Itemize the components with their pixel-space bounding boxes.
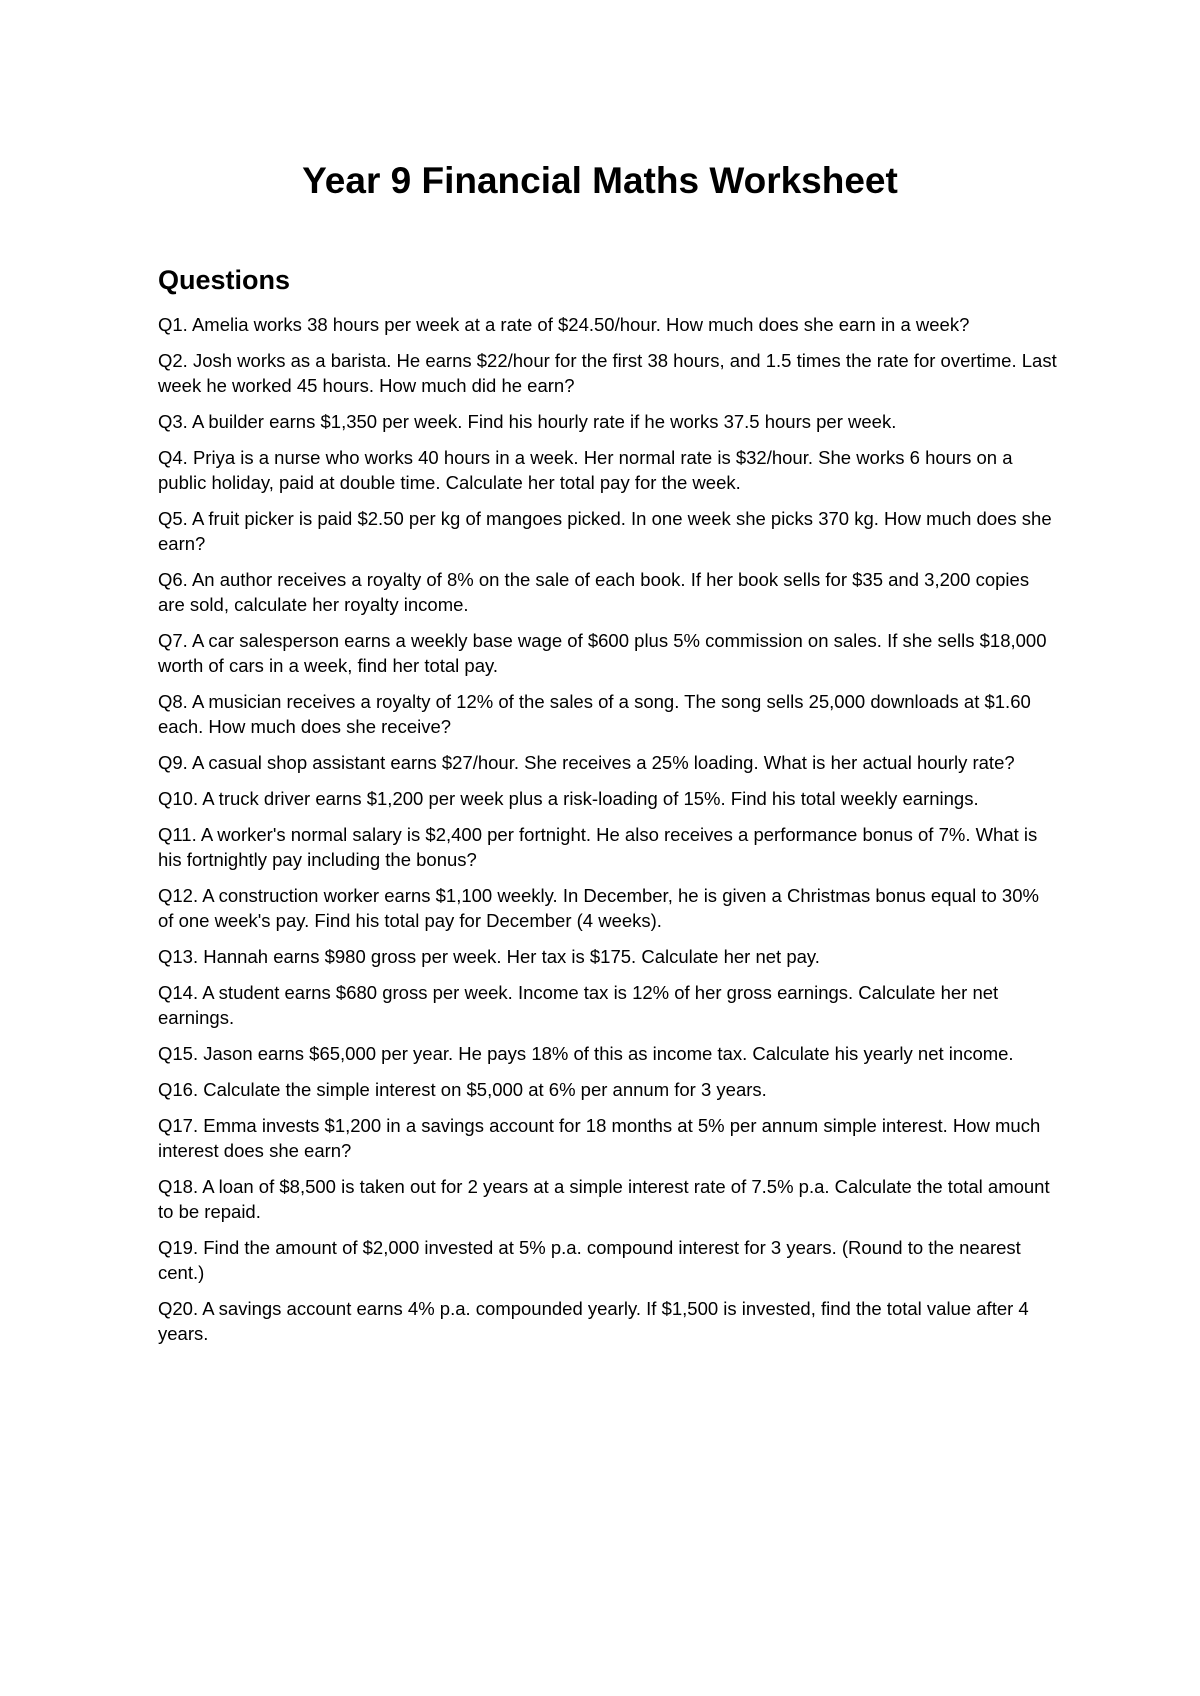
question-14: Q14. A student earns $680 gross per week. Income tax is 12% of her gross earnings. Calculate her net earnings. xyxy=(158,982,999,1028)
question-12: Q12. A construction worker earns $1,100 weekly. In December, he is given a Christmas bonus equal to 30% of one week's pay. Find his total pay for December (4 weeks). xyxy=(158,885,1039,931)
question-list xyxy=(158,312,1058,1357)
question-9: Q9. A casual shop assistant earns $27/hour. She receives a 25% loading. What is her actual hourly rate? xyxy=(158,752,1015,773)
question-11: Q11. A worker's normal salary is $2,400 per fortnight. He also receives a performance bonus of 7%. What is his fortnightly pay including the bonus? xyxy=(158,824,1038,870)
question-17: Q17. Emma invests $1,200 in a savings account for 18 months at 5% per annum simple interest. How much interest does she earn? xyxy=(158,1115,1041,1161)
question-6: Q6. An author receives a royalty of 8% on the sale of each book. If her book sells for $35 and 3,200 copies are sold, calculate her royalty income. xyxy=(158,569,1030,615)
question-13: Q13. Hannah earns $980 gross per week. Her tax is $175. Calculate her net pay. xyxy=(158,946,820,967)
question-16: Q16. Calculate the simple interest on $5,000 at 6% per annum for 3 years. xyxy=(158,1079,767,1100)
question-4: Q4. Priya is a nurse who works 40 hours in a week. Her normal rate is $32/hour. She works 6 hours on a public holiday, paid at double time. Calculate her total pay for the week. xyxy=(158,447,1013,493)
question-8: Q8. A musician receives a royalty of 12% of the sales of a song. The song sells 25,000 downloads at $1.60 each. How much does she receive? xyxy=(158,691,1031,737)
question-3: Q3. A builder earns $1,350 per week. Find his hourly rate if he works 37.5 hours per week. xyxy=(158,411,897,432)
section-heading: Questions xyxy=(158,265,291,295)
question-10: Q10. A truck driver earns $1,200 per week plus a risk-loading of 15%. Find his total weekly earnings. xyxy=(158,788,979,809)
question-7: Q7. A car salesperson earns a weekly base wage of $600 plus 5% commission on sales. If she sells $18,000 worth of cars in a week, find her total pay. xyxy=(158,630,1047,676)
question-2: Q2. Josh works as a barista. He earns $22/hour for the first 38 hours, and 1.5 times the rate for overtime. Last week he worked 45 hours. How much did he earn? xyxy=(158,350,1057,396)
question-15: Q15. Jason earns $65,000 per year. He pays 18% of this as income tax. Calculate his yearly net income. xyxy=(158,1043,1014,1064)
question-19: Q19. Find the amount of $2,000 invested at 5% p.a. compound interest for 3 years. (Round to the nearest cent.) xyxy=(158,1237,1021,1283)
question-20: Q20. A savings account earns 4% p.a. compounded yearly. If $1,500 is invested, find the total value after 4 years. xyxy=(158,1298,1029,1344)
page-title: Year 9 Financial Maths Worksheet xyxy=(302,160,898,201)
question-18: Q18. A loan of $8,500 is taken out for 2 years at a simple interest rate of 7.5% p.a. Calculate the total amount to be repaid. xyxy=(158,1176,1050,1222)
question-1: Q1. Amelia works 38 hours per week at a rate of $24.50/hour. How much does she earn in a week? xyxy=(158,314,970,335)
question-5: Q5. A fruit picker is paid $2.50 per kg of mangoes picked. In one week she picks 370 kg. How much does she earn? xyxy=(158,508,1052,554)
